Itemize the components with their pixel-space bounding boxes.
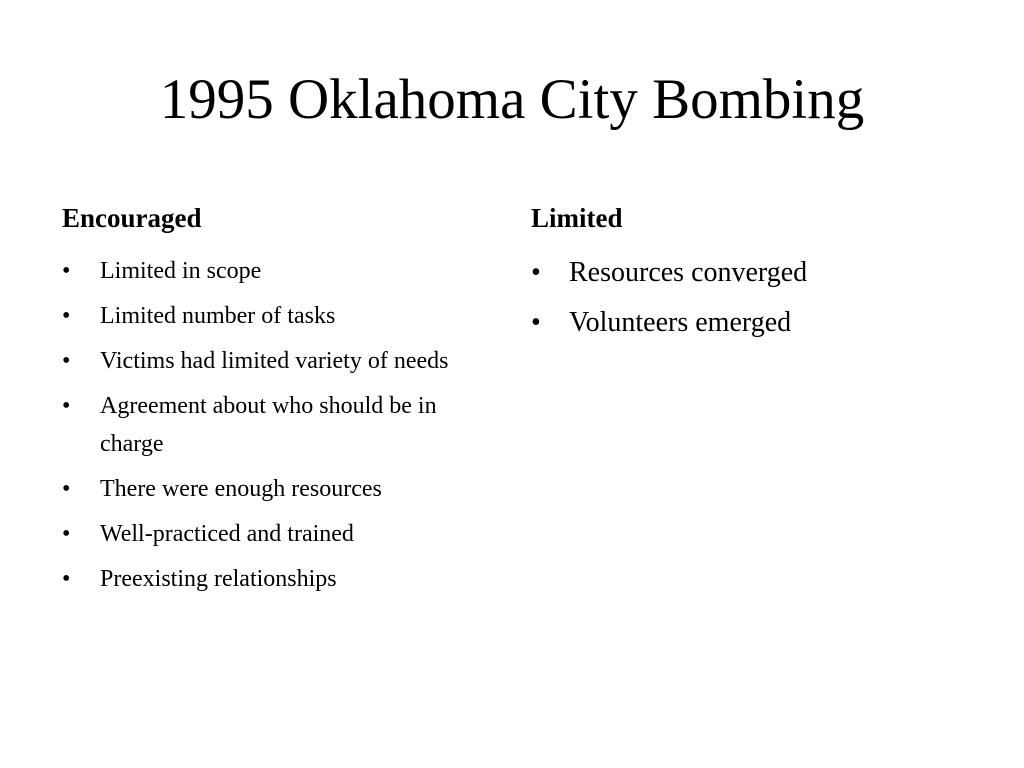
list-item <box>62 342 492 380</box>
list-item <box>62 387 492 463</box>
bullet-icon: • <box>531 307 541 338</box>
bullet-icon: • <box>62 303 71 329</box>
encouraged-column <box>62 198 492 605</box>
bullet-icon: • <box>62 393 71 419</box>
limited-list <box>531 252 961 344</box>
limited-column <box>531 198 961 352</box>
bullet-icon: • <box>62 476 71 502</box>
list-item-text: Resources converged <box>569 257 808 288</box>
list-item <box>62 470 492 508</box>
list-item-text: There were enough resources <box>100 476 382 502</box>
list-item <box>62 252 492 290</box>
list-item-text: Victims had limited variety of needs <box>100 348 449 374</box>
bullet-icon: • <box>531 257 541 288</box>
bullet-icon: • <box>62 521 71 547</box>
list-item-text: Limited number of tasks <box>100 303 336 329</box>
list-item <box>62 560 492 598</box>
bullet-icon: • <box>62 258 71 284</box>
bullet-icon: • <box>62 348 71 374</box>
bullet-icon: • <box>62 566 71 592</box>
column-heading-limited: Limited <box>531 203 623 233</box>
list-item-text: Agreement about who should be in charge <box>100 393 437 457</box>
list-item-text: Limited in scope <box>100 258 262 284</box>
encouraged-list <box>62 252 492 598</box>
list-item <box>62 515 492 553</box>
list-item <box>531 252 961 294</box>
list-item-text: Preexisting relationships <box>100 566 337 592</box>
list-item-text: Well-practiced and trained <box>100 521 354 547</box>
column-heading-encouraged: Encouraged <box>62 203 202 233</box>
list-item <box>62 297 492 335</box>
list-item-text: Volunteers emerged <box>569 307 792 338</box>
slide-title: 1995 Oklahoma City Bombing <box>159 68 865 131</box>
list-item <box>531 302 961 344</box>
